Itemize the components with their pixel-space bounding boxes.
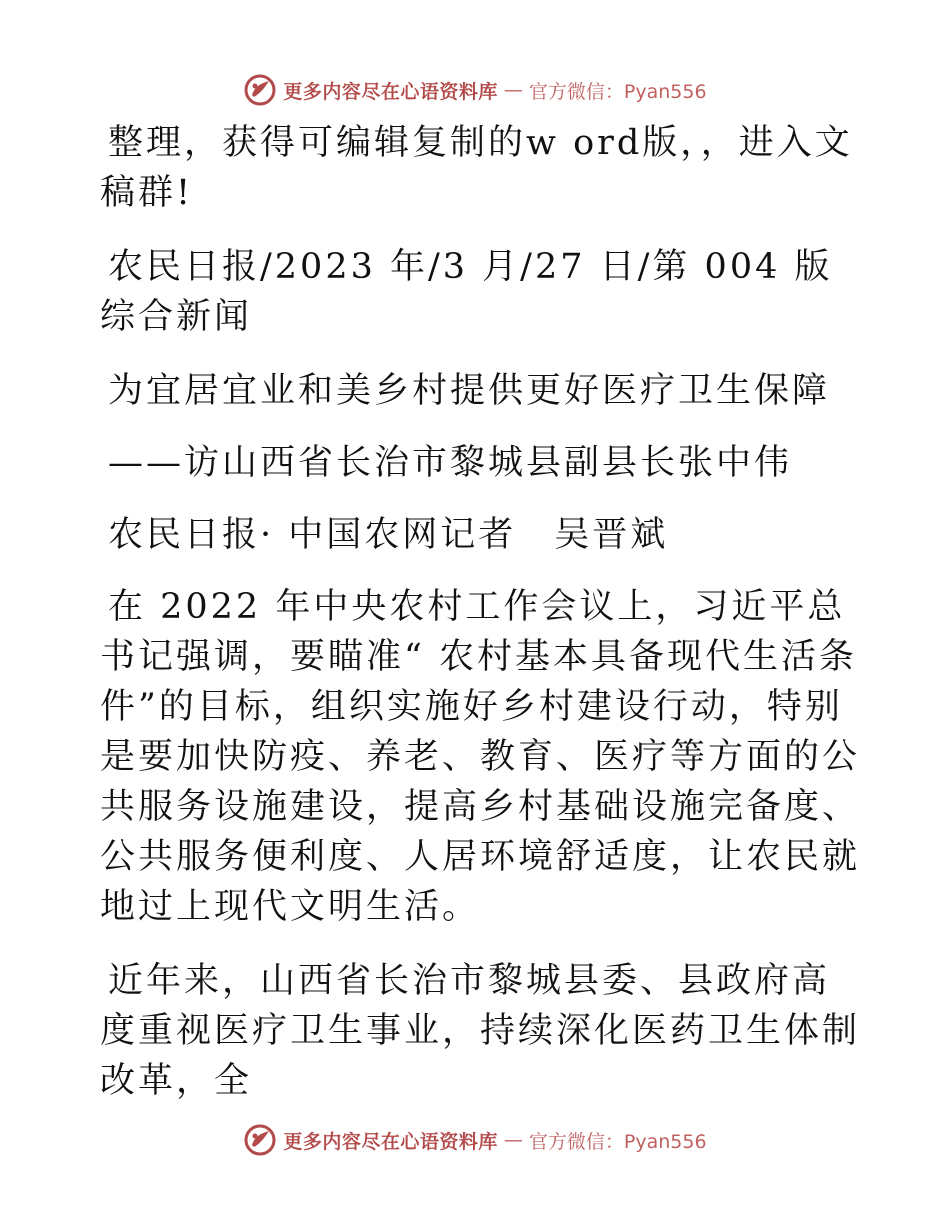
article-subtitle: ——访山西省长治市黎城县副县长张中伟 (108, 443, 793, 483)
header-banner (0, 70, 950, 110)
banner-dash: — (503, 1129, 523, 1151)
banner-site-text: 更多内容尽在心语资料库 (283, 1130, 498, 1153)
source-line: 农民日报/2023 年/3 月/27 日/第 004 版综合新闻 (100, 247, 833, 337)
banner-dash: — (503, 79, 523, 101)
banner-wechat-text: 官方微信：Pyan556 (528, 80, 707, 103)
logo-icon (243, 73, 277, 107)
banner-wechat-text: 官方微信：Pyan556 (528, 1130, 707, 1153)
byline: 农民日报· 中国农网记者 吴晋斌 (108, 515, 669, 555)
banner-site-text: 更多内容尽在心语资料库 (283, 80, 498, 103)
article-title: 为宜居宜业和美乡村提供更好医疗卫生保障 (108, 371, 831, 411)
logo-icon (243, 1123, 277, 1157)
document-body (100, 118, 860, 1130)
footer-banner (0, 1120, 950, 1160)
body-paragraph: 在 2022 年中央农村工作会议上，习近平总书记强调，要瞄准“ 农村基本具备现代生活条件”的目标，组织实施好乡村建设行动，特别是要加快防疫、养老、教育、医疗等方面的公共服务设施建设，提高乡村基础设施完备度、公共服务便利度、人居环境舒适度，让农民就地过上现代文明生活。 (100, 587, 861, 927)
intro-note: 整理，获得可编辑复制的w ord版，，进入文稿群! (100, 123, 853, 213)
body-paragraph: 近年来，山西省长治市黎城县委、县政府高度重视医疗卫生事业，持续深化医药卫生体制改革，全 (100, 961, 861, 1101)
